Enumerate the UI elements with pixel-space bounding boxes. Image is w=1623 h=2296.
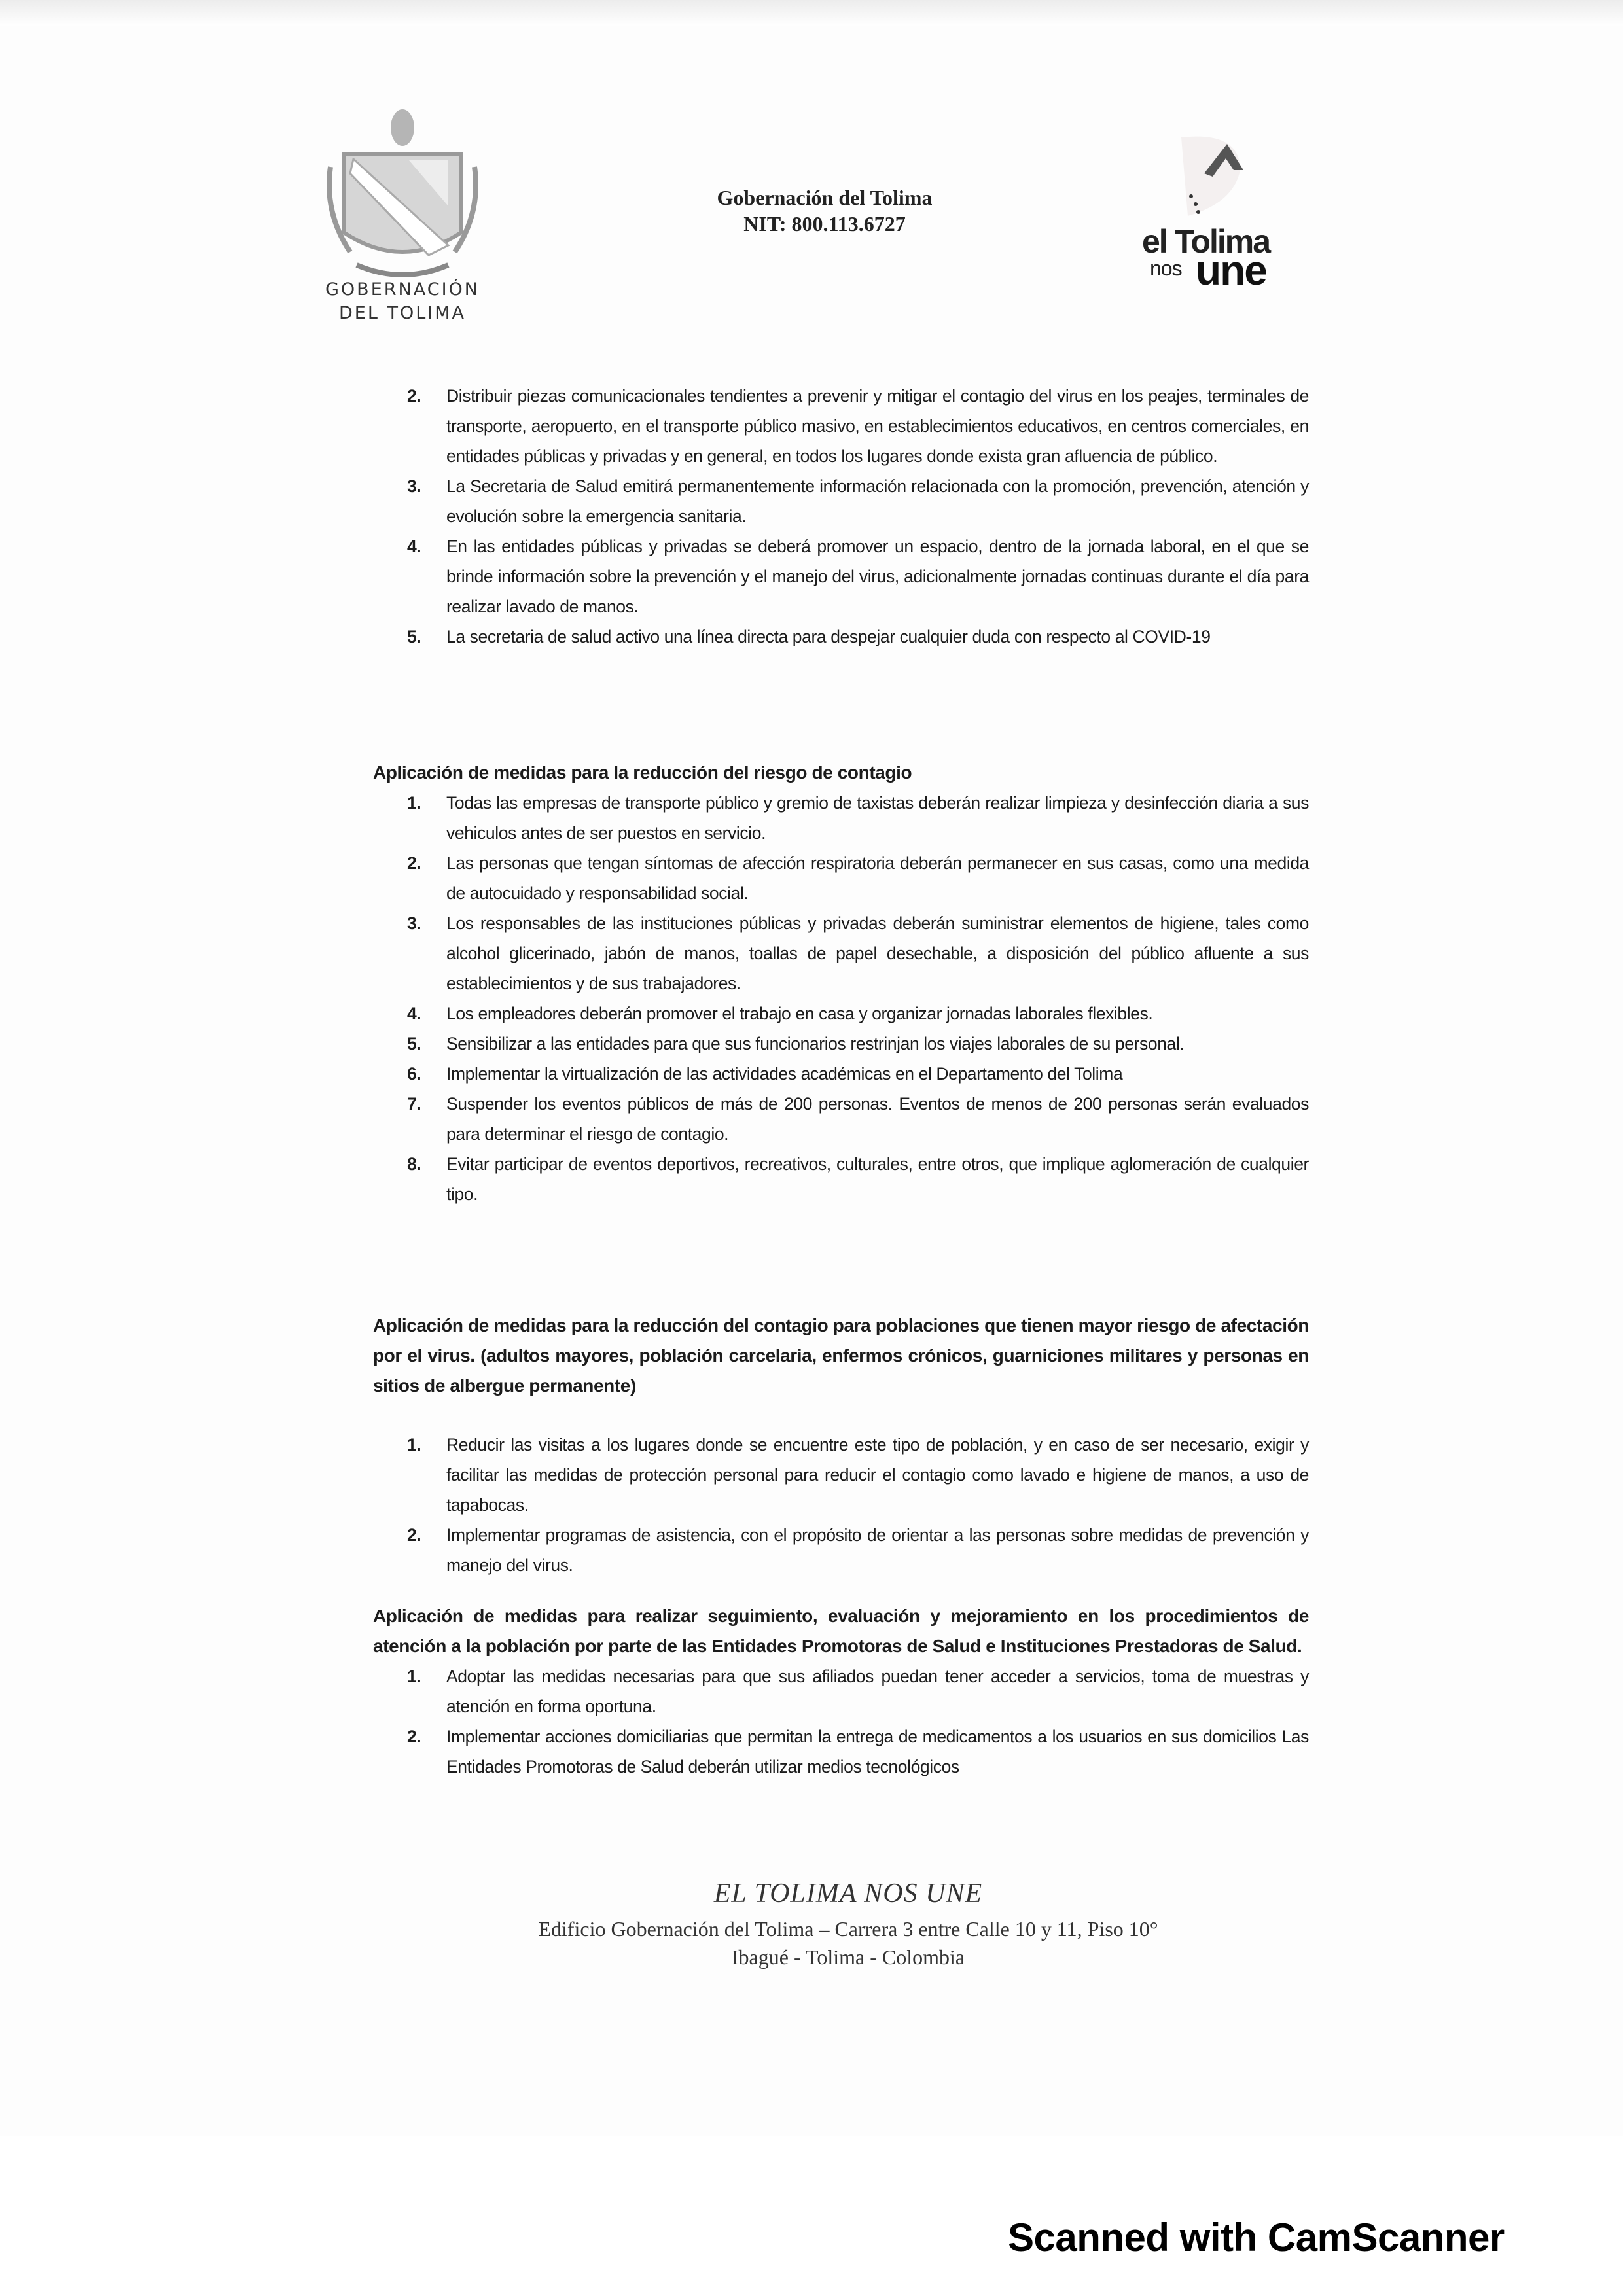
- item-text: Las personas que tengan síntomas de afección respiratoria deberán permanecer en sus casas, como una medida de autocuidado y responsabilidad social.: [446, 853, 1309, 903]
- section-heading: Aplicación de medidas para la reducción del riesgo de contagio: [373, 762, 912, 783]
- item-text: Sensibilizar a las entidades para que sus funcionarios restrinjan los viajes laborales de su personal.: [446, 1034, 1185, 1053]
- list-item: [373, 848, 1309, 908]
- camscanner-watermark: Scanned with CamScanner: [1008, 2216, 1505, 2259]
- item-number: 3.: [407, 913, 421, 933]
- logo-caption: GOBERNACIÓN: [325, 279, 480, 300]
- item-number: 5.: [407, 1034, 421, 1053]
- item-text: Reducir las visitas a los lugares donde se encuentre este tipo de población, y en caso de ser necesario, exigir y facilitar las medidas de protección personal para reducir el contagio como lavado e higiene de manos, a uso de tapabocas.: [446, 1435, 1309, 1515]
- footer-motto: EL TOLIMA NOS UNE: [713, 1879, 983, 1909]
- item-number: 1.: [407, 1667, 421, 1686]
- list-item: [373, 788, 1309, 848]
- item-text: La secretaria de salud activo una línea directa para despejar cualquier duda con respecto al COVID-19: [446, 627, 1211, 646]
- item-text: Los empleadores deberán promover el trabajo en casa y organizar jornadas laborales flexibles.: [446, 1004, 1153, 1023]
- list-item: [373, 1029, 1309, 1059]
- item-number: 8.: [407, 1154, 421, 1174]
- item-number: 2.: [407, 1525, 421, 1545]
- footer-city: Ibagué - Tolima - Colombia: [731, 1945, 965, 1969]
- list-item: [373, 1430, 1309, 1520]
- document-header: [641, 185, 1008, 237]
- list-item: [373, 1059, 1309, 1089]
- item-text: Evitar participar de eventos deportivos, recreativos, culturales, entre otros, que implique aglomeración de cualquier tipo.: [446, 1154, 1309, 1204]
- item-number: 2.: [407, 853, 421, 873]
- logo-text: nos: [1150, 256, 1182, 280]
- item-text: Los responsables de las instituciones públicas y privadas deberán suministrar elementos de higiene, tales como alcohol glicerinado, jabón de manos, toallas de papel desechable, a disposición del público afluente a sus establecimientos y de sus trabajadores.: [446, 913, 1309, 993]
- item-number: 1.: [407, 793, 421, 813]
- list-item: [373, 471, 1309, 531]
- item-number: 1.: [407, 1435, 421, 1455]
- item-text: Implementar acciones domiciliarias que permitan la entrega de medicamentos a los usuarios en sus domicilios Las Entidades Promotoras de Salud deberán utilizar medios tecnológicos: [446, 1727, 1309, 1776]
- list-item: [373, 1520, 1309, 1580]
- item-number: 4.: [407, 537, 421, 556]
- list-item: [373, 1722, 1309, 1782]
- item-number: 2.: [407, 1727, 421, 1746]
- item-text: Distribuir piezas comunicacionales tendientes a prevenir y mitigar el contagio del virus en los peajes, terminales de transporte, aeropuerto, en el transporte público masivo, en establecimientos educativos, en centros comerciales, en entidades públicas y privadas y en general, en todos los lugares donde exista gran afluencia de público.: [446, 386, 1309, 466]
- item-text: Suspender los eventos públicos de más de 200 personas. Eventos de menos de 200 personas serán evaluados para determinar el riesgo de contagio.: [446, 1094, 1309, 1144]
- item-number: 2.: [407, 386, 421, 406]
- list-item: [373, 998, 1309, 1029]
- item-number: 7.: [407, 1094, 421, 1114]
- item-number: 4.: [407, 1004, 421, 1023]
- section-high-risk-populations: [373, 1311, 1309, 1580]
- item-text: Todas las empresas de transporte público y gremio de taxistas deberán realizar limpieza y desinfección diaria a sus vehiculos antes de ser puestos en servicio.: [446, 793, 1309, 843]
- list-item: [373, 908, 1309, 998]
- list-item: [373, 1089, 1309, 1149]
- list-item: [373, 1149, 1309, 1209]
- section-heading: Aplicación de medidas para realizar seguimiento, evaluación y mejoramiento en los procedimientos de atención a la población por parte de las Entidades Promotoras de Salud e Instituciones Prestadoras de Salud.: [373, 1606, 1309, 1656]
- scan-shadow: [0, 0, 1623, 26]
- nit-number: NIT: 800.113.6727: [743, 212, 906, 236]
- item-text: La Secretaria de Salud emitirá permanentemente información relacionada con la promoción, prevención, atención y evolución sobre la emergencia sanitaria.: [446, 476, 1309, 526]
- item-number: 3.: [407, 476, 421, 496]
- gobernacion-coat-of-arms-logo: [308, 108, 497, 330]
- item-number: 5.: [407, 627, 421, 646]
- el-tolima-nos-une-logo: [1142, 131, 1299, 321]
- section-eps-follow-up: [373, 1601, 1309, 1782]
- organization-name: Gobernación del Tolima: [717, 186, 933, 209]
- brand-mark-icon: [1142, 131, 1299, 222]
- list-continuation: [373, 381, 1309, 652]
- footer-address: Edificio Gobernación del Tolima – Carrera 3 entre Calle 10 y 11, Piso 10°: [538, 1917, 1158, 1941]
- section-heading: Aplicación de medidas para la reducción del contagio para poblaciones que tienen mayor riesgo de afectación por el virus. (adultos mayores, población carcelaria, enfermos crónicos, guarniciones militares y personas en sitios de albergue permanente): [373, 1315, 1309, 1396]
- item-text: Implementar la virtualización de las actividades académicas en el Departamento del Tolima: [446, 1064, 1123, 1084]
- logo-text: el Tolima: [1142, 223, 1270, 260]
- item-text: En las entidades públicas y privadas se deberá promover un espacio, dentro de la jornada laboral, en el que se brinde información sobre la prevención y el manejo del virus, adicionalmente jornadas continuas durante el día para realizar lavado de manos.: [446, 537, 1309, 616]
- section-risk-reduction: [373, 758, 1309, 1209]
- item-text: Adoptar las medidas necesarias para que sus afiliados puedan tener acceder a servicios, toma de muestras y atención en forma oportuna.: [446, 1667, 1309, 1716]
- item-text: Implementar programas de asistencia, con el propósito de orientar a las personas sobre medidas de prevención y manejo del virus.: [446, 1525, 1309, 1575]
- logo-text: une: [1196, 247, 1266, 294]
- list-item: [373, 531, 1309, 622]
- list-item: [373, 381, 1309, 471]
- logo-caption: DEL TOLIMA: [339, 303, 466, 323]
- item-number: 6.: [407, 1064, 421, 1084]
- list-item: [373, 1661, 1309, 1722]
- list-item: [373, 622, 1309, 652]
- coat-of-arms-icon: [317, 108, 488, 285]
